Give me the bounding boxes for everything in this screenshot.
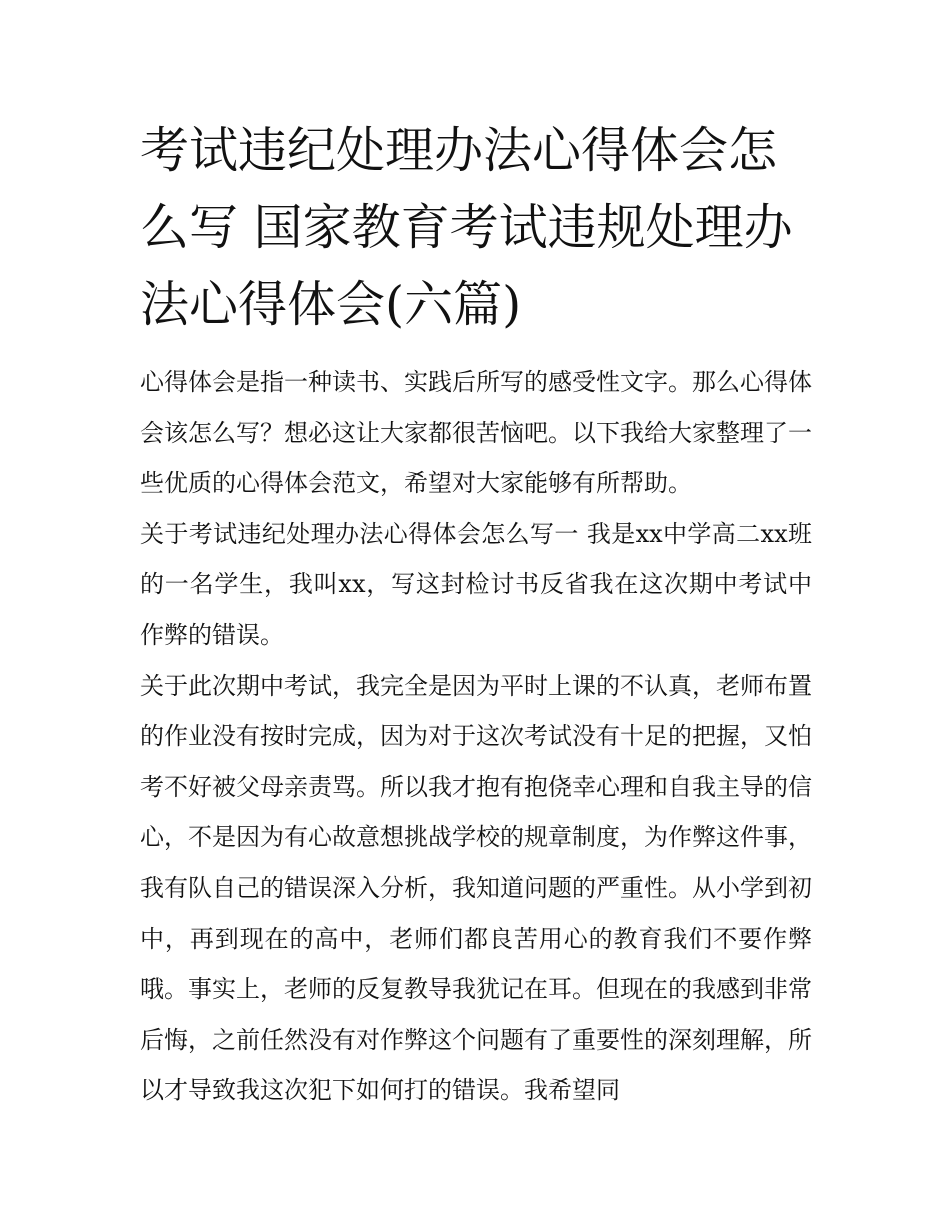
document-body: [140, 112, 812, 1116]
paragraph-body: 关于此次期中考试，我完全是因为平时上课的不认真，老师布置的作业没有按时完成，因为对于这次考试没有十足的把握，又怕考不好被父母亲责骂。所以我才抱有抱侥幸心理和自我主导的信心，不是因为有心故意想挑战学校的规章制度，为作弊这件事，我有队自己的错误深入分析，我知道问题的严重性。从小学到初中，再到现在的高中，老师们都良苦用心的教育我们不要作弊哦。事实上，老师的反复教导我犹记在耳。但现在的我感到非常后悔，之前任然没有对作弊这个问题有了重要性的深刻理解，所以才导致我这次犯下如何打的错误。我希望同: [140, 671, 812, 1105]
paragraph-list: [140, 357, 812, 1116]
document-title: 考试违纪处理办法心得体会怎么写 国家教育考试违规处理办法心得体会(六篇): [140, 122, 793, 333]
paragraph-intro: 心得体会是指一种读书、实践后所写的感受性文字。那么心得体会该怎么写？想必这让大家都很苦恼吧。以下我给大家整理了一些优质的心得体会范文，希望对大家能够有所帮助。: [140, 368, 812, 498]
paragraph-section-one: 关于考试违纪处理办法心得体会怎么写一 我是xx中学高二xx班的一名学生，我叫xx，写这封检讨书反省我在这次期中考试中作弊的错误。: [140, 519, 812, 649]
